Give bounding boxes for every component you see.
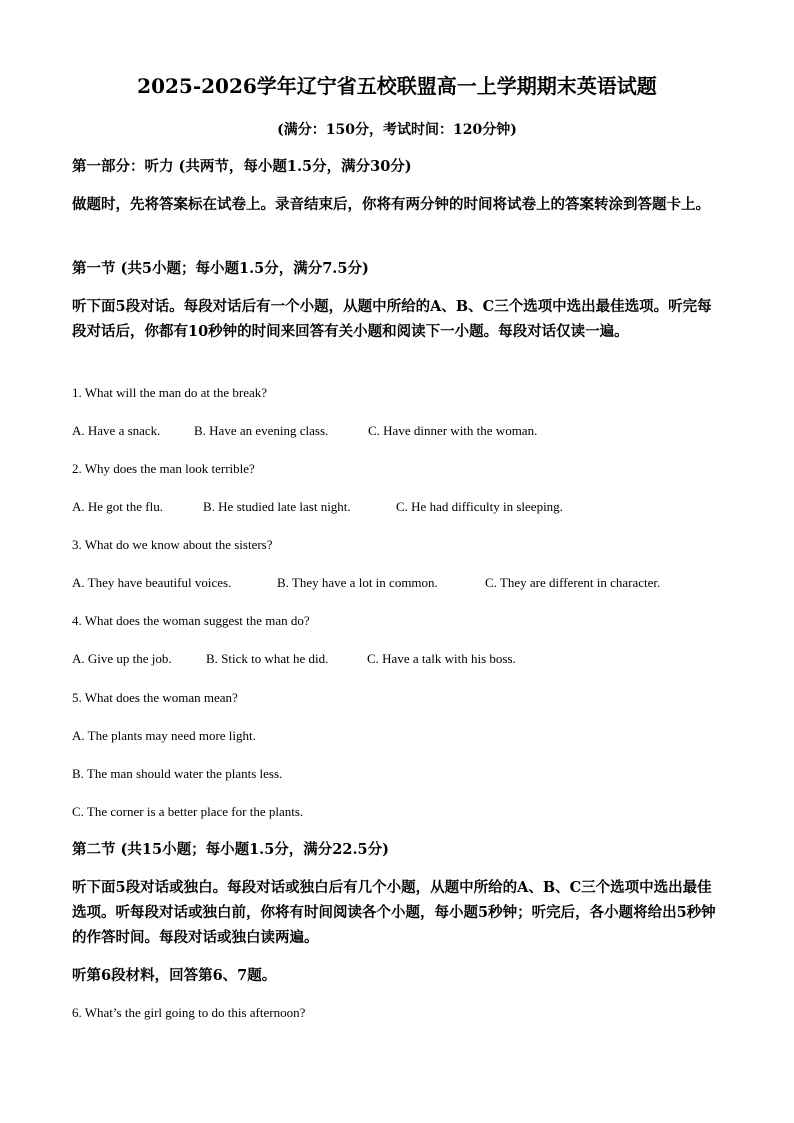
option-a: A. He got the flu.	[72, 499, 163, 514]
option-a: A. Have a snack.	[72, 423, 161, 438]
section1-heading: 第一节 (共5小题；每小题1.5分，满分7.5分)	[72, 260, 369, 277]
section2-instruction: 听下面5段对话或独白。每段对话或独白后有几个小题，从题中所给的A、B、C三个选项中选出最佳选项。听每段对话或独白前，你将有时间阅读各个小题，每小题5秒钟；听完后，各小题将给出5秒钟的作答时间。每段对话或独白读两遍。	[72, 879, 716, 946]
section1-instruction: 听下面5段对话。每段对话后有一个小题，从题中所给的A、B、C三个选项中选出最佳选项。听完每段对话后，你都有10秒钟的时间来回答有关小题和阅读下一小题。每段对话仅读一遍。	[72, 298, 712, 340]
exam-subtitle: (满分：150分，考试时间：120分钟)	[277, 122, 517, 138]
question-options	[72, 498, 563, 516]
option-a: A. They have beautiful voices.	[72, 575, 232, 590]
question-stem: 4. What does the woman suggest the man do?	[72, 613, 310, 628]
question-stem: 3. What do we know about the sisters?	[72, 537, 273, 552]
option-b: B. The man should water the plants less.	[72, 766, 283, 781]
material6-heading: 听第6段材料，回答第6、7题。	[72, 967, 277, 984]
question-stem: 6. What’s the girl going to do this afternoon?	[72, 1005, 306, 1020]
option-b: B. Have an evening class.	[194, 423, 329, 438]
option-b: B. He studied late last night.	[203, 499, 351, 514]
question-options	[72, 650, 516, 668]
section2-heading: 第二节 (共15小题；每小题1.5分，满分22.5分)	[72, 841, 389, 858]
question-options	[72, 574, 660, 592]
option-a: A. Give up the job.	[72, 651, 172, 666]
part1-instruction: 做题时，先将答案标在试卷上。录音结束后，你将有两分钟的时间将试卷上的答案转涂到答题卡上。	[72, 196, 710, 213]
exam-title: 2025-2026学年辽宁省五校联盟高一上学期期末英语试题	[137, 74, 657, 98]
option-c: C. The corner is a better place for the plants.	[72, 804, 304, 819]
question-options	[72, 422, 537, 440]
option-c: C. They are different in character.	[485, 575, 661, 590]
part1-heading: 第一部分：听力 (共两节，每小题1.5分，满分30分)	[72, 158, 412, 175]
option-a: A. The plants may need more light.	[72, 728, 256, 743]
option-b: B. Stick to what he did.	[206, 651, 329, 666]
question-stem: 5. What does the woman mean?	[72, 690, 238, 705]
question-stem: 1. What will the man do at the break?	[72, 385, 268, 400]
question-stem: 2. Why does the man look terrible?	[72, 461, 255, 476]
option-c: C. He had difficulty in sleeping.	[396, 499, 563, 514]
option-c: C. Have a talk with his boss.	[367, 651, 516, 666]
option-c: C. Have dinner with the woman.	[368, 423, 538, 438]
option-b: B. They have a lot in common.	[277, 575, 438, 590]
